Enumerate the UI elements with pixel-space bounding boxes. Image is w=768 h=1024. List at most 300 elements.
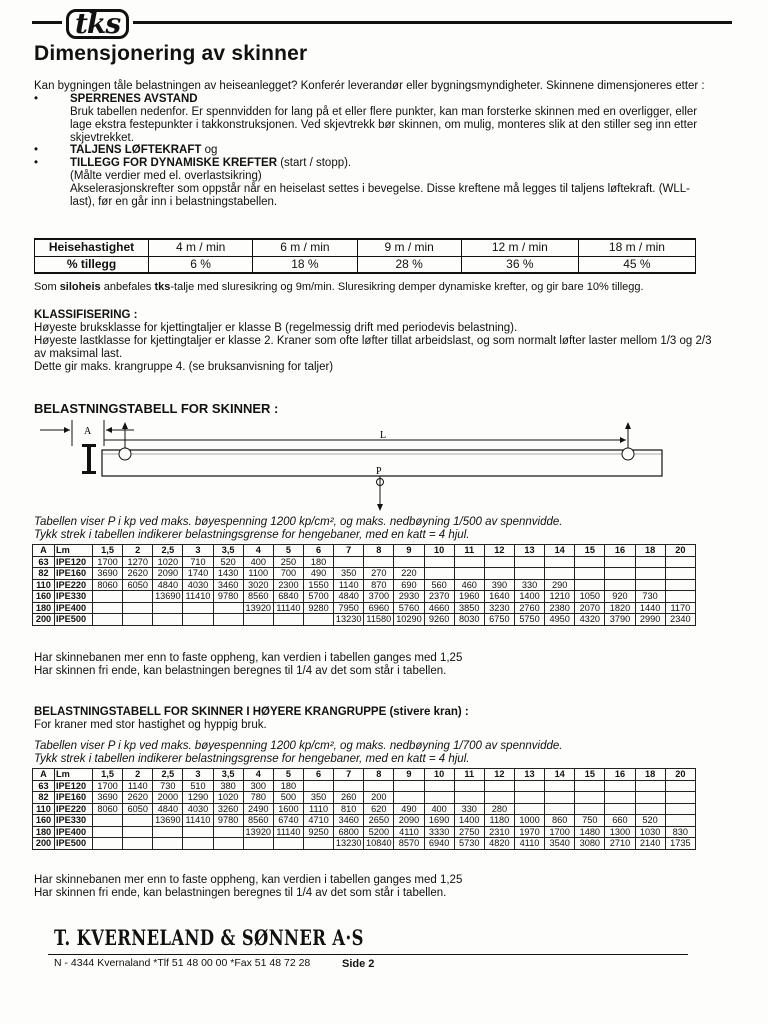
column-header: 7 [334,769,364,781]
table-cell: 8060 [93,579,123,591]
column-header: 12 [484,545,514,557]
column-header: 13 [514,545,544,557]
table-cell: 280 [484,803,514,815]
table-cell: 6800 [334,826,364,838]
table-row [33,579,696,591]
table-cell: IPE220 [55,579,93,591]
table-row [33,826,696,838]
table-cell: 13230 [334,838,364,850]
table-cell [243,614,273,626]
table-cell: 4660 [424,602,454,614]
classification-title: KLASSIFISERING : [34,309,138,321]
table-cell [123,838,153,850]
table-cell: 1550 [303,579,333,591]
tks-logo: tks [62,8,133,39]
table-cell [153,614,183,626]
table-cell: IPE400 [55,826,93,838]
table-cell [123,826,153,838]
table-cell: 520 [213,556,243,568]
table-cell: 180 [273,780,303,792]
table1-after1: Har skinnebanen mer enn to faste oppheng, kan verdien i tabellen ganges med 1,25 [34,652,463,664]
column-header: A [33,545,55,557]
table-cell: 13920 [243,826,273,838]
table-cell: 460 [454,579,484,591]
table-cell: 710 [183,556,213,568]
table-cell: 8570 [394,838,424,850]
table-cell: 200 [33,614,55,626]
speed-row [35,239,696,256]
table-cell: 180 [33,826,55,838]
column-header: 15 [575,769,605,781]
table-cell: 11140 [273,602,303,614]
criteria-title-dynamic: TILLEGG FOR DYNAMISKE KREFTER [70,157,277,170]
table-cell: 6740 [273,815,303,827]
table-cell: 8560 [243,591,273,603]
criteria-list [34,93,714,106]
speed-table [34,238,696,274]
column-header: 6 [303,545,333,557]
table-cell [424,568,454,580]
table-cell [93,815,123,827]
table-row [33,792,696,804]
table-cell [665,792,695,804]
table-cell [514,792,544,804]
table-cell [635,568,665,580]
table2-after1: Har skinnebanen mer enn to faste oppheng, kan verdien i tabellen ganges med 1,25 [34,874,463,886]
table-cell: 6050 [123,579,153,591]
table-cell: 8030 [454,614,484,626]
table-cell: IPE500 [55,838,93,850]
table-cell: 5750 [514,614,544,626]
table-cell: IPE120 [55,780,93,792]
table-cell: 2340 [665,614,695,626]
column-header: 2,5 [153,545,183,557]
table-cell: 390 [484,579,514,591]
table-cell [665,780,695,792]
table-cell: 1100 [243,568,273,580]
table-cell [213,826,243,838]
table-cell [605,803,635,815]
table-cell: 1700 [545,826,575,838]
table-cell: 1180 [484,815,514,827]
table-cell: 2930 [394,591,424,603]
table-cell: 4110 [514,838,544,850]
table-cell: 750 [575,815,605,827]
table-header-row [33,769,696,781]
addition-cell: 18 % [253,256,357,273]
footer-rule [48,954,688,955]
table-cell: 4320 [575,614,605,626]
table-cell: 3790 [605,614,635,626]
column-header: 10 [424,545,454,557]
table-cell [213,614,243,626]
company-address: N - 4344 Kvernaland *Tlf 51 48 00 00 *Fax 51 48 72 28 [54,957,311,969]
speed-note-pre: Som [34,281,60,293]
table-cell [514,556,544,568]
column-header: 20 [665,545,695,557]
table-cell [545,556,575,568]
table-cell: IPE160 [55,568,93,580]
addition-cell: 28 % [357,256,461,273]
table-cell: 920 [605,591,635,603]
table-cell: 2760 [514,602,544,614]
column-header: 9 [394,545,424,557]
table-cell: 3260 [213,803,243,815]
table-cell: 110 [33,803,55,815]
table-cell: 1640 [484,591,514,603]
table1-note1: Tabellen viser P i kp ved maks. bøyespenning 1200 kp/cm², og maks. nedbøyning 1/500 av spennvidde. [34,516,563,528]
table-cell: 2990 [635,614,665,626]
table-cell [635,579,665,591]
label-l: L [380,430,387,441]
table-cell: 1270 [123,556,153,568]
table-cell: 300 [243,780,273,792]
table-cell: 1290 [183,792,213,804]
column-header: 14 [545,769,575,781]
page-number: Side 2 [342,958,375,970]
table-cell: 6750 [484,614,514,626]
criteria-suffix-lift: og [201,144,218,157]
table-cell: 1020 [213,792,243,804]
criteria-text-spacing: Bruk tabellen nedenfor. Er spennvidden for lang på et eller flere punkter, kan man forsterke skinnen med en overligger, eller lage ekstra festepunkter i takkonstruksjonen. Ved skjevtrekk bør skinnen, om mulig, monteres slik at den stiller seg inn etter skjevtrekket. [70,105,698,144]
table-cell: 5760 [394,602,424,614]
table-cell: 1440 [635,602,665,614]
column-header: 8 [364,545,394,557]
table-cell: 4110 [394,826,424,838]
table-cell [424,792,454,804]
table-cell [364,556,394,568]
table-cell [303,838,333,850]
table-cell: 2620 [123,792,153,804]
table-cell: 1735 [665,838,695,850]
speed-cell: 18 m / min [578,239,695,256]
table-cell [575,568,605,580]
table-cell: 3330 [424,826,454,838]
table-cell: 63 [33,780,55,792]
criteria-suffix-dynamic: (start / stopp). [277,157,352,170]
column-header: 3 [183,769,213,781]
column-header: 13 [514,769,544,781]
table-cell [514,803,544,815]
table-cell [484,568,514,580]
column-header: 10 [424,769,454,781]
table-cell: 5700 [303,591,333,603]
table-cell [93,838,123,850]
table-cell: 4840 [334,591,364,603]
table-cell: IPE500 [55,614,93,626]
speed-cell: 12 m / min [461,239,578,256]
table-cell: 250 [273,556,303,568]
table-cell [514,780,544,792]
table-cell: 1970 [514,826,544,838]
table-cell: 1000 [514,815,544,827]
column-header: 4 [243,769,273,781]
table-cell: 1430 [213,568,243,580]
table-cell: 1170 [665,602,695,614]
table-cell [123,815,153,827]
table2-after [34,874,714,900]
table-cell [364,780,394,792]
table-cell: 3540 [545,838,575,850]
table-cell [635,792,665,804]
table-cell [665,815,695,827]
table-cell [545,803,575,815]
table-cell: 290 [545,579,575,591]
table-cell [484,780,514,792]
table-cell: 1400 [514,591,544,603]
criteria-dynamic-measured: (Målte verdier med el. overlastsikring) [70,170,262,183]
table-cell [545,780,575,792]
table-cell: 2090 [153,568,183,580]
header-rule [32,21,732,24]
table-cell [514,568,544,580]
table-cell: 870 [364,579,394,591]
column-header: 3,5 [213,545,243,557]
speed-cell: 6 m / min [253,239,357,256]
speed-note-post: -talje med sluresikring og 9m/min. Sluresikring demper dynamiske krefter, og gir bare 10% tillegg. [170,281,644,293]
table-cell [303,614,333,626]
table-cell [153,826,183,838]
table-cell: 6840 [273,591,303,603]
table-cell: 830 [665,826,695,838]
addition-cell: 45 % [578,256,695,273]
table-cell: 1400 [454,815,484,827]
table-cell: 860 [545,815,575,827]
table-cell: 6940 [424,838,454,850]
table-cell: 2140 [635,838,665,850]
column-header: 1,5 [93,545,123,557]
column-header: 5 [273,545,303,557]
table-cell: 220 [394,568,424,580]
table-cell: 5200 [364,826,394,838]
speed-row-label: Heisehastighet [35,239,149,256]
table1-notes [34,516,714,542]
column-header: 4 [243,545,273,557]
table-cell [575,556,605,568]
table-cell: 400 [424,803,454,815]
table-cell: 1960 [454,591,484,603]
table-cell: 110 [33,579,55,591]
table-cell: 3700 [364,591,394,603]
table-cell: 1600 [273,803,303,815]
column-header: 9 [394,769,424,781]
table-cell: 730 [153,780,183,792]
table-cell: 13690 [153,815,183,827]
table-cell: 82 [33,792,55,804]
criteria-dynamic-text: Akselerasjonskrefter som oppstår når en heiselast settes i bevegelse. Disse kreftene må legges til taljens løftekraft. (WLL-last), før en går inn i belastningstabellen. [70,183,690,208]
table-cell [213,602,243,614]
table-cell: 9780 [213,815,243,827]
table-cell: 13690 [153,591,183,603]
column-header: 1,5 [93,769,123,781]
table-header-row [33,545,696,557]
table-cell [424,556,454,568]
table-cell: 9280 [303,602,333,614]
label-a: A [84,426,92,437]
table-cell: 1700 [93,556,123,568]
table-cell [93,614,123,626]
table-cell [93,826,123,838]
column-header: 7 [334,545,364,557]
table-cell: 11410 [183,591,213,603]
table-cell: 13230 [334,614,364,626]
table-cell [93,602,123,614]
table-cell: 700 [273,568,303,580]
table-cell: 4710 [303,815,333,827]
table-cell: 2710 [605,838,635,850]
table-cell: 2620 [123,568,153,580]
page-title: Dimensjonering av skinner [34,42,308,65]
table-cell [394,792,424,804]
column-header: 14 [545,545,575,557]
table-cell: 3690 [93,792,123,804]
table-cell [665,556,695,568]
table-cell: 3230 [484,602,514,614]
table-cell: 10840 [364,838,394,850]
table-row [33,838,696,850]
table-cell [484,556,514,568]
table-cell [334,556,364,568]
classification-line1: Høyeste bruksklasse for kjettingtaljer er klasse B (regelmessig drift med periodevis belastning). [34,321,518,334]
table2-after2: Har skinnen fri ende, kan belastningen beregnes til 1/4 av det som står i tabellen. [34,886,447,899]
table-cell: 510 [183,780,213,792]
table-cell: 1300 [605,826,635,838]
table-cell: 4840 [153,579,183,591]
table-row [33,591,696,603]
table-cell [635,556,665,568]
table-cell: 1140 [123,780,153,792]
criteria-title-lift: TALJENS LØFTEKRAFT [70,144,202,157]
column-header: A [33,769,55,781]
table-cell: 4950 [545,614,575,626]
label-p: P [376,466,382,477]
table-cell: 520 [635,815,665,827]
table-cell: 2300 [273,579,303,591]
table-cell [273,838,303,850]
table-cell: 500 [273,792,303,804]
column-header: 6 [303,769,333,781]
table-cell: 1050 [575,591,605,603]
table2-sub: For kraner med stor hastighet og hyppig bruk. [34,718,267,731]
table-cell [665,568,695,580]
company-logo: T. KVERNELAND & SØNNER A·S [54,925,364,950]
speed-note-mid: anbefales [100,281,155,293]
table-cell: 2750 [454,826,484,838]
table-cell: 660 [605,815,635,827]
column-header: Lm [55,769,93,781]
table-cell: 1020 [153,556,183,568]
table-cell [123,602,153,614]
table-cell [575,780,605,792]
table-cell [454,568,484,580]
criteria-item-dynamic [34,157,714,170]
table-cell: 4820 [484,838,514,850]
criteria-list-2 [34,144,714,170]
table-cell [454,792,484,804]
table-cell [575,579,605,591]
table-cell [153,602,183,614]
addition-row-label: % tillegg [35,256,149,273]
table1-after [34,652,714,678]
table-cell [273,614,303,626]
table-cell: 330 [514,579,544,591]
table-cell: 200 [364,792,394,804]
table-cell: 13920 [243,602,273,614]
table-cell: 400 [243,556,273,568]
table-cell: 2090 [394,815,424,827]
load-table-2 [32,768,696,850]
table-cell: 350 [303,792,333,804]
table-row [33,568,696,580]
column-header: 11 [454,769,484,781]
column-header: 5 [273,769,303,781]
table-cell [635,780,665,792]
table-cell: 200 [33,838,55,850]
column-header: 2 [123,769,153,781]
intro-section [34,80,714,209]
table-cell: 4030 [183,803,213,815]
table-cell [243,838,273,850]
table-cell: 4840 [153,803,183,815]
table-cell: 2370 [424,591,454,603]
table-cell: 10290 [394,614,424,626]
table-cell: 2000 [153,792,183,804]
table-cell: IPE330 [55,591,93,603]
table-cell: 63 [33,556,55,568]
table-cell: 380 [213,780,243,792]
table-cell [153,838,183,850]
table-cell: 490 [303,568,333,580]
table-row [33,602,696,614]
addition-cell: 36 % [461,256,578,273]
table-cell: 82 [33,568,55,580]
table-cell [213,838,243,850]
table-cell [575,803,605,815]
table-cell [665,591,695,603]
column-header: 15 [575,545,605,557]
table-cell [424,780,454,792]
speed-note [34,281,714,293]
table-cell [545,792,575,804]
table-row [33,614,696,626]
table-cell: 3020 [243,579,273,591]
table-cell: 6050 [123,803,153,815]
table-cell: 1210 [545,591,575,603]
classification-line2: Høyeste lastklasse for kjettingtaljer er klasse 2. Kraner som ofte løfter tillat arbeidslast, og som normalt løfter laster mellom 1/3 og 2/3 av maksimal last. [34,334,712,360]
column-header: 16 [605,545,635,557]
table1-note2: Tykk strek i tabellen indikerer belastningsgrense for hengebaner, med en katt = 4 hjul. [34,528,470,541]
table-cell: 1740 [183,568,213,580]
table-cell [605,556,635,568]
beam-diagram [40,416,680,512]
table-cell: 7950 [334,602,364,614]
table-cell: 2650 [364,815,394,827]
table-cell: 11140 [273,826,303,838]
table-cell: 3850 [454,602,484,614]
table-cell: 5730 [454,838,484,850]
table-cell: IPE400 [55,602,93,614]
column-header: 20 [665,769,695,781]
criteria-title-spacing: SPERRENES AVSTAND [70,92,198,105]
table-cell: 780 [243,792,273,804]
column-header: 11 [454,545,484,557]
column-header: 2 [123,545,153,557]
table2-note1: Tabellen viser P i kp ved maks. bøyespenning 1200 kp/cm², og maks. nedbøyning 1/700 av spennvidde. [34,740,563,752]
table-cell: IPE120 [55,556,93,568]
table-cell: 11580 [364,614,394,626]
table-cell: 330 [454,803,484,815]
table-cell: IPE220 [55,803,93,815]
